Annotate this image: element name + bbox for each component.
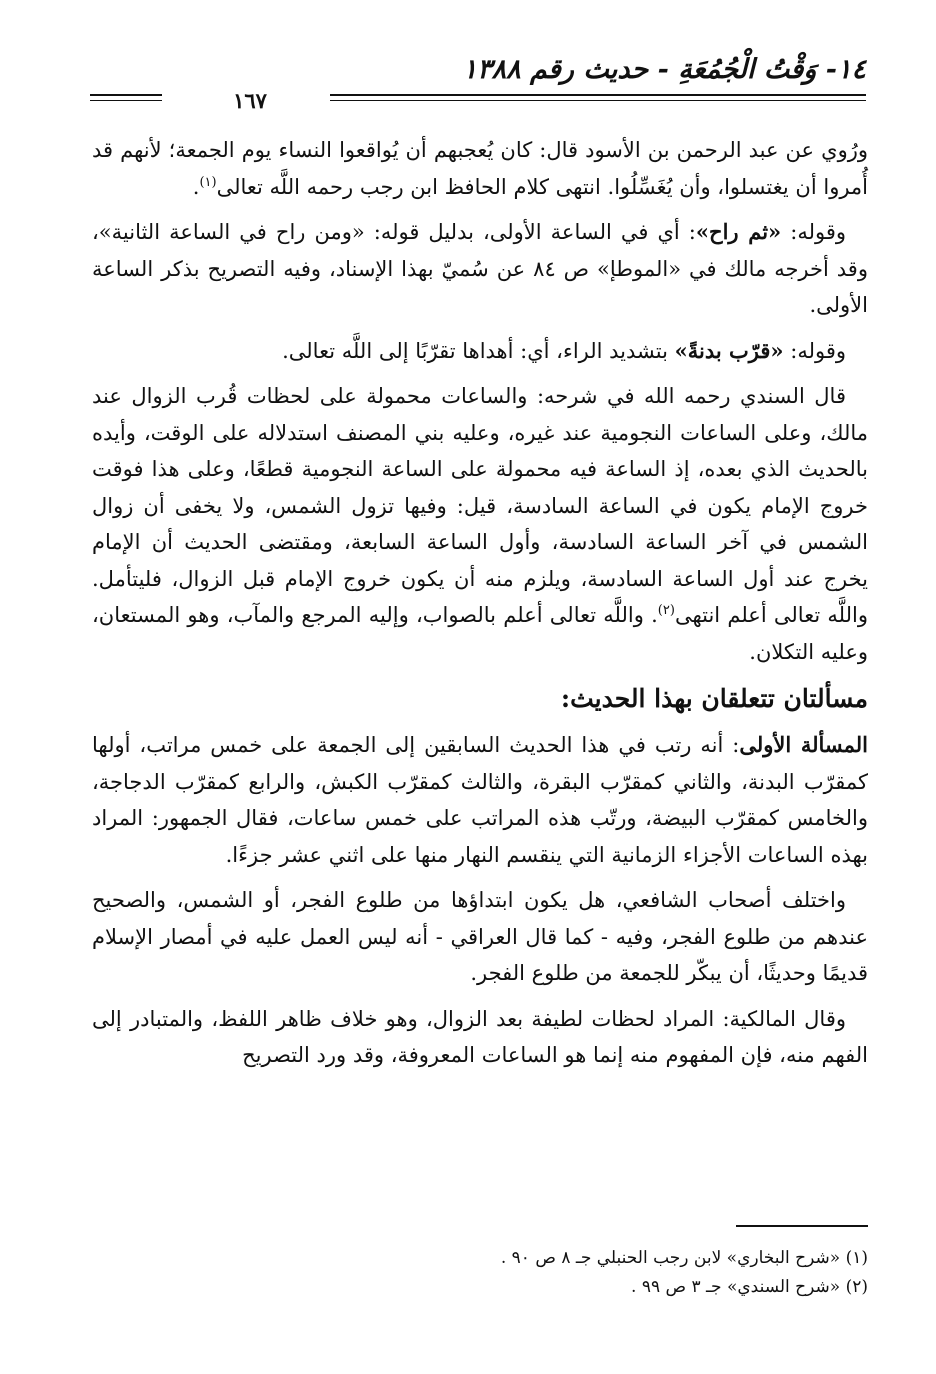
paragraph bbox=[92, 333, 868, 370]
main-text bbox=[92, 132, 868, 1083]
paragraph-text: وقوله: bbox=[781, 220, 847, 244]
quoted-term: «قرّب بدنةً» bbox=[674, 337, 784, 363]
footnote-ref: (١) bbox=[199, 174, 217, 190]
header-rule bbox=[330, 100, 866, 101]
header-rule bbox=[90, 100, 162, 101]
footnote-separator bbox=[736, 1225, 868, 1227]
footnote: (٢) «شرح السندي» جـ ٣ ص ٩٩ . bbox=[631, 1277, 868, 1297]
section-heading: مسألتان تتعلقان بهذا الحديث: bbox=[560, 684, 868, 713]
paragraph-text: وقوله: bbox=[783, 338, 846, 363]
paragraph-text: . bbox=[192, 174, 200, 199]
paragraph-text: واختلف أصحاب الشافعي، هل يكون ابتداؤها من طلوع الفجر، أو الشمس، والصحيح عندهم من طلوع الفجر، وفيه - كما قال العراقي - أنه ليس العمل عليه في أمصار الإسلام قديمًا وحديثًا، أن يبكّر للجمعة من طلوع الفجر. bbox=[92, 888, 868, 985]
running-title: ١٤- وَقْتُ الْجُمُعَةِ - حديث رقم ١٣٨٨ bbox=[462, 54, 866, 85]
paragraph-text: : أنه رتب في هذا الحديث السابقين إلى الجمعة على خمس مراتب، أولها كمقرّب البدنة، والثاني كمقرّب البقرة، والثالث كمقرّب الكبش، والرابع كمقرّب الدجاجة، والخامس كمقرّب البيضة، ورتّب هذه المراتب على خمس ساعات، فقال الجمهور: المراد بهذه الساعات الأجزاء الزمانية التي ينقسم النهار منها على اثني عشر جزءًا. bbox=[92, 733, 868, 867]
paragraph-text: بتشديد الراء، أي: أهداها تقرّبًا إلى اللَّه تعالى. bbox=[282, 338, 675, 363]
paragraph-text: قال السندي رحمه الله في شرحه: والساعات محمولة على لحظات قُرب الزوال عند مالك، وعلى الساعات النجومية عند غيره، وعليه بني المصنف استدلاله على الوقت، وأيده بالحديث الذي بعده، إذ الساعة فيه محمولة على الساعة النجومية قطعًا، وعلى هذا فوقت خروج الإمام يكون في الساعة السادسة، قيل: وفيها تزول الشمس، ولا يخفى أن زوال الشمس في آخر الساعة السادسة، وأول الساعة السابعة، ومقتضى الحديث أن الإمام يخرج عند أول الساعة السادسة، ويلزم منه أن يكون خروج الإمام قبل الزوال، فليتأمل. واللَّه تعالى أعلم انتهى bbox=[92, 384, 868, 627]
paragraph bbox=[92, 378, 868, 670]
footnotes bbox=[92, 1244, 868, 1302]
header-rule bbox=[330, 94, 866, 96]
header-rule bbox=[90, 94, 162, 96]
paragraph bbox=[92, 214, 868, 324]
issue-label: المسألة الأولى bbox=[739, 732, 869, 757]
paragraph-text: وقال المالكية: المراد لحظات لطيفة بعد الزوال، وهو خلاف ظاهر اللفظ، والمتبادر إلى الفهم منه، فإن المفهوم منه إنما هو الساعات المعروفة، وقد ورد التصريح bbox=[92, 1006, 868, 1067]
footnote: (١) «شرح البخاري» لابن رجب الحنبلي جـ ٨ ص ٩٠ . bbox=[500, 1248, 868, 1268]
paragraph-text: . واللَّه تعالى أعلم بالصواب، وإليه المرجع والمآب، وهو المستعان، وعليه التكلان. bbox=[92, 603, 868, 664]
page-header bbox=[90, 54, 866, 113]
paragraph bbox=[92, 882, 868, 992]
paragraph-text: ورُوي عن عبد الرحمن بن الأسود قال: كان يُعجبهم أن يُواقعوا النساء يوم الجمعة؛ لأنهم قد أُمروا أن يغتسلوا، وأن يُغَسِّلُوا. انتهى كلام الحافظ ابن رجب رحمه اللَّه تعالى bbox=[92, 138, 868, 199]
quoted-term: «ثم راح» bbox=[695, 219, 782, 244]
paragraph bbox=[92, 1001, 868, 1074]
paragraph bbox=[92, 727, 868, 873]
paragraph bbox=[92, 132, 868, 205]
footnote-ref: (٢) bbox=[657, 603, 675, 618]
page-number: ١٦٧ bbox=[233, 88, 267, 113]
paragraph-text: : أي في الساعة الأولى، بدليل قوله: «ومن راح في الساعة الثانية»، وقد أخرجه مالك في «الموطإ» ص ٨٤ عن سُميّ بهذا الإسناد، وفيه التصريح بذكر الساعة الأولى. bbox=[92, 220, 868, 317]
